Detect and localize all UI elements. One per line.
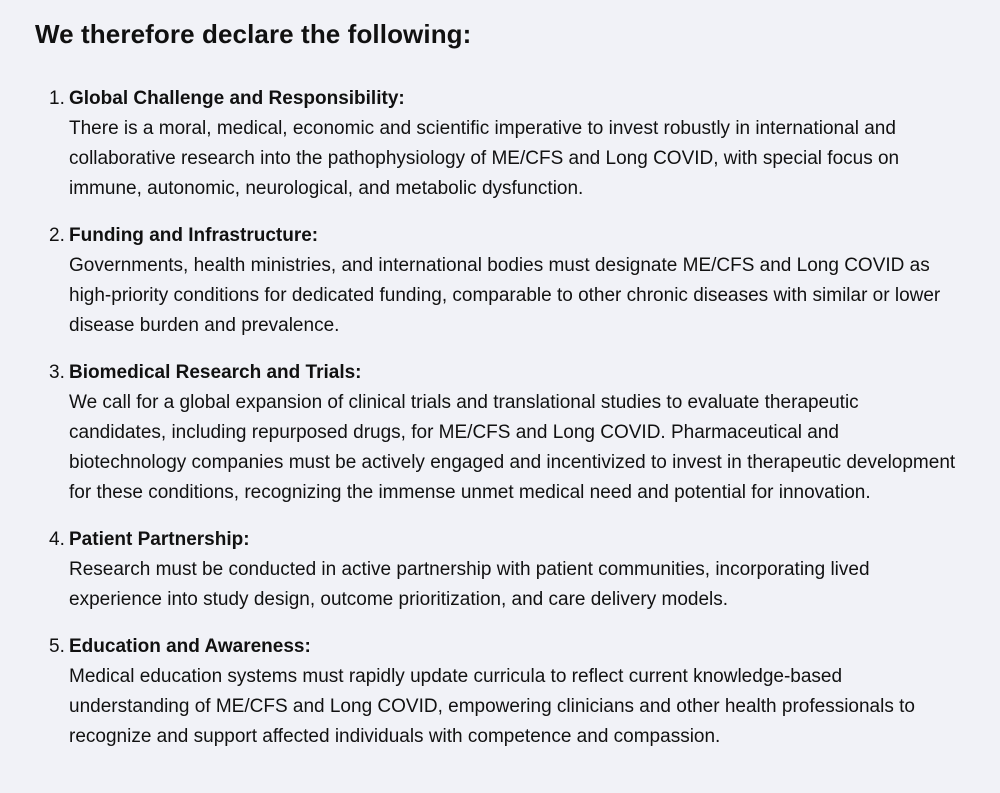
item-title: Education and Awareness: <box>69 636 311 657</box>
declaration-item-biomedical-research <box>0 358 1000 508</box>
item-text: Research must be conducted in active partnership with patient communities, incorporating lived experience into study design, outcome prioritization, and care delivery models. <box>69 559 870 610</box>
item-text: Medical education systems must rapidly update curricula to reflect current knowledge-based understanding of ME/CFS and Long COVID, empowering clinicians and other health professionals to recognize and support affected individuals with competence and compassion. <box>69 666 915 747</box>
page-heading: We therefore declare the following: <box>35 19 472 49</box>
item-title: Patient Partnership: <box>69 529 250 550</box>
item-text: There is a moral, medical, economic and scientific imperative to invest robustly in international and collaborative research into the pathophysiology of ME/CFS and Long COVID, with special focus on immune, autonomic, neurological, and metabolic dysfunction. <box>69 118 900 199</box>
item-title: Global Challenge and Responsibility: <box>69 88 405 109</box>
item-number: 2. <box>49 225 65 246</box>
item-title: Biomedical Research and Trials: <box>69 362 362 383</box>
item-number: 5. <box>49 636 65 657</box>
declarations-list <box>0 84 1000 769</box>
item-text: We call for a global expansion of clinical trials and translational studies to evaluate therapeutic candidates, including repurposed drugs, for ME/CFS and Long COVID. Pharmaceutical and biotechnology companies must be actively engaged and incentivized to invest in therapeutic development for these conditions, recognizing the immense unmet medical need and potential for innovation. <box>69 392 956 503</box>
declaration-item-funding <box>0 221 1000 341</box>
item-text: Governments, health ministries, and international bodies must designate ME/CFS and Long COVID as high-priority conditions for dedicated funding, comparable to other chronic diseases with similar or lower disease burden and prevalence. <box>69 255 941 336</box>
item-title: Funding and Infrastructure: <box>69 225 319 246</box>
declaration-item-education <box>0 632 1000 752</box>
declaration-item-patient-partnership <box>0 525 1000 615</box>
declaration-item-global-challenge <box>0 84 1000 204</box>
item-number: 1. <box>49 88 65 109</box>
item-number: 4. <box>49 529 65 550</box>
item-number: 3. <box>49 362 65 383</box>
